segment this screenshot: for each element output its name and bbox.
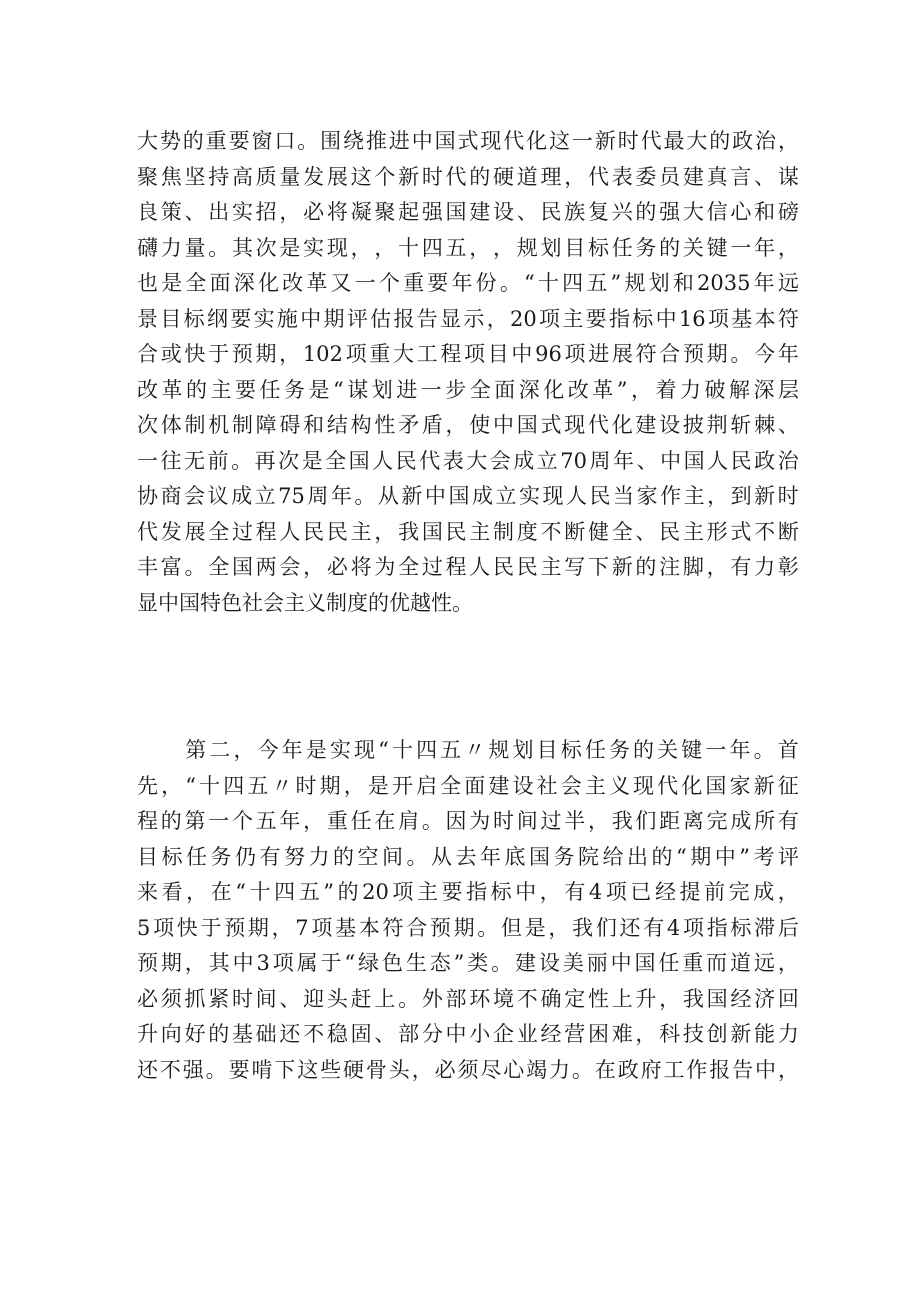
text-line: 程 的 第 一 个 五 年 ， 重 任 在 肩 。 因 为 时 间 过 半 ， 我 们 距 离 完 成 所 有 xyxy=(137,809,799,833)
text-line: 升 向 好 的 基 础 还 不 稳 固 、 部 分 中 小 企 业 经 营 困 难 ， 科 技 创 新 能 力 xyxy=(137,1022,799,1046)
text-line: 也 是 全 面 深 化 改 革 又 一 个 重 要 年 份 。 “ 十 四 五 ” 规 划 和 2035 年 远 xyxy=(137,271,799,295)
text-line: 良 策 、 出 实 招 ， 必 将 凝 聚 起 强 国 建 设 、 民 族 复 兴 的 强 大 信 心 和 磅 xyxy=(137,200,799,224)
text-line: 合 或 快 于 预 期 ， 102 项 重 大 工 程 项 目 中 96 项 进 展 符 合 预 期 。 今 年 xyxy=(137,342,799,366)
text-line: 景 目 标 纲 要 实 施 中 期 评 估 报 告 显 示 ， 20 项 主 要 指 标 中 16 项 基 本 符 xyxy=(137,306,799,331)
paragraph-2 xyxy=(137,733,799,1088)
text-line: 代 发 展 全 过 程 人 民 民 主 ， 我 国 民 主 制 度 不 断 健 全 、 民 主 形 式 不 断 xyxy=(137,519,799,544)
text-line: 协 商 会 议 成 立 75 周 年 。 从 新 中 国 成 立 实 现 人 民 当 家 作 主 ， 到 新 时 xyxy=(137,484,799,508)
text-line: 显 中 国 特 色 社 会 主 义 制 度 的 优 越 性 。 xyxy=(137,590,473,615)
text-line: 来 看 ， 在 “ 十 四 五 ” 的 20 项 主 要 指 标 中 ， 有 4 项 已 经 提 前 完 成 ， xyxy=(137,880,799,904)
text-line: 预 期 ， 其 中 3 项 属 于 “ 绿 色 生 态 ” 类 。 建 设 美 丽 中 国 任 重 而 道 远 ， xyxy=(137,951,799,975)
text-line: 先 ， “ 十 四 五 〃 时 期 ， 是 开 启 全 面 建 设 社 会 主 义 现 代 化 国 家 新 征 xyxy=(137,773,799,798)
text-line: 5 项 快 于 预 期 ， 7 项 基 本 符 合 预 期 。 但 是 ， 我 们 还 有 4 项 指 标 滞 后 xyxy=(137,915,799,940)
text-line: 目 标 任 务 仍 有 努 力 的 空 间 。 从 去 年 底 国 务 院 给 出 的 “ 期 中 ” 考 评 xyxy=(137,844,799,869)
text-line: 还 不 强 。 要 啃 下 这 些 硬 骨 头 ， 必 须 尽 心 竭 力 。 在 政 府 工 作 报 告 中 ， xyxy=(137,1057,799,1082)
text-line: 一 往 无 前 。 再 次 是 全 国 人 民 代 表 大 会 成 立 70 周 年 、 中 国 人 民 政 治 xyxy=(137,448,799,473)
text-line: 丰 富 。 全 国 两 会 ， 必 将 为 全 过 程 人 民 民 主 写 下 新 的 注 脚 ， 有 力 彰 xyxy=(137,555,799,579)
text-line: 次 体 制 机 制 障 碍 和 结 构 性 矛 盾 ， 使 中 国 式 现 代 化 建 设 披 荆 斩 棘 、 xyxy=(137,413,799,437)
text-line: 聚 焦 坚 持 高 质 量 发 展 这 个 新 时 代 的 硬 道 理 ， 代 表 委 员 建 真 言 、 谋 xyxy=(137,164,799,189)
text-line: 第 二 ， 今 年 是 实 现 “ 十 四 五 〃 规 划 目 标 任 务 的 关 键 一 年 。 首 xyxy=(185,738,799,762)
text-line: 改 革 的 主 要 任 务 是 “ 谋 划 进 一 步 全 面 深 化 改 革 ” ， 着 力 破 解 深 层 xyxy=(137,377,799,402)
text-line: 大 势 的 重 要 窗 口 。 围 绕 推 进 中 国 式 现 代 化 这 一 新 时 代 最 大 的 政 治 ， xyxy=(137,129,799,153)
text-line: 必 须 抓 紧 时 间 、 迎 头 赶 上 。 外 部 环 境 不 确 定 性 上 升 ， 我 国 经 济 回 xyxy=(137,986,799,1011)
paragraph-1 xyxy=(137,124,799,621)
text-line: 礴 力 量 。 其 次 是 实 现 ， ， 十 四 五 ， ， 规 划 目 标 任 务 的 关 键 一 年 ， xyxy=(137,235,799,260)
